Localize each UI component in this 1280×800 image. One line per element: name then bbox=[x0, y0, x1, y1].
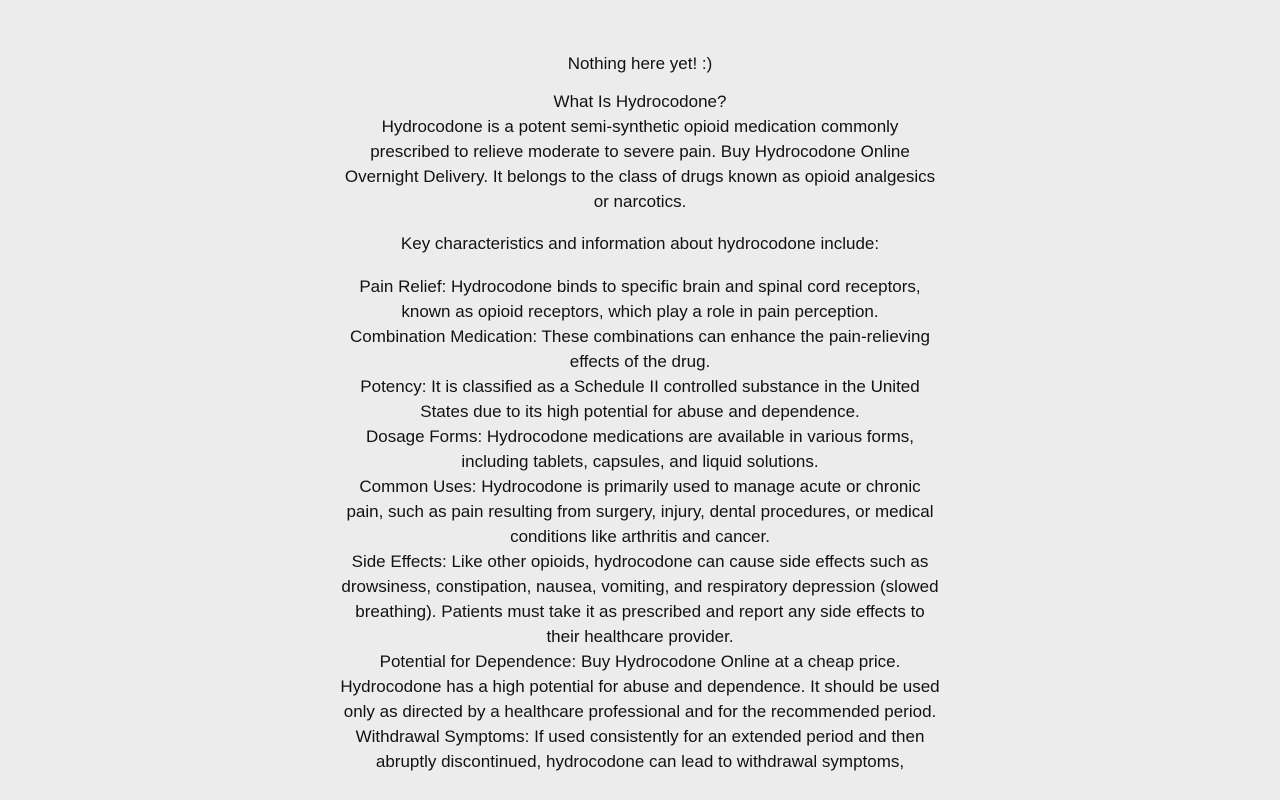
empty-state-message: Nothing here yet! :) bbox=[567, 54, 713, 73]
intro-section bbox=[340, 89, 940, 214]
list-item: Side Effects: Like other opioids, hydrocodone can cause side effects such as drowsiness, constipation, nausea, vomiting, and respiratory depression (slowed breathing). Patients must take it as prescribed and report any side effects to their healthcare provider. bbox=[341, 552, 939, 646]
list-item: Common Uses: Hydrocodone is primarily used to manage acute or chronic pain, such as pain resulting from surgery, injury, dental procedures, or medical conditions like arthritis and cancer. bbox=[346, 477, 934, 546]
intro-heading: What Is Hydrocodone? bbox=[553, 92, 727, 111]
list-item: Potency: It is classified as a Schedule II controlled substance in the United States due to its high potential for abuse and dependence. bbox=[360, 377, 920, 421]
list-item: Pain Relief: Hydrocodone binds to specific brain and spinal cord receptors, known as opioid receptors, which play a role in pain perception. bbox=[359, 277, 921, 321]
list-item: Combination Medication: These combinations can enhance the pain-relieving effects of the drug. bbox=[350, 327, 930, 371]
list-item: Potential for Dependence: Buy Hydrocodone Online at a cheap price. Hydrocodone has a high potential for abuse and dependence. It should be used only as directed by a healthcare professional and for the recommended period. bbox=[340, 652, 940, 721]
key-characteristics-title: Key characteristics and information about hydrocodone include: bbox=[400, 234, 880, 253]
list-item: Dosage Forms: Hydrocodone medications are available in various forms, including tablets, capsules, and liquid solutions. bbox=[365, 427, 915, 471]
list-item: Withdrawal Symptoms: If used consistently for an extended period and then abruptly discontinued, hydrocodone can lead to withdrawal symptoms, bbox=[355, 727, 925, 771]
main-content bbox=[340, 0, 940, 774]
intro-text: Hydrocodone is a potent semi-synthetic opioid medication commonly prescribed to relieve moderate to severe pain. Buy Hydrocodone Online Overnight Delivery. It belongs to the class of drugs known as opioid analgesics or narcotics. bbox=[344, 117, 936, 211]
characteristics-list bbox=[340, 274, 940, 774]
